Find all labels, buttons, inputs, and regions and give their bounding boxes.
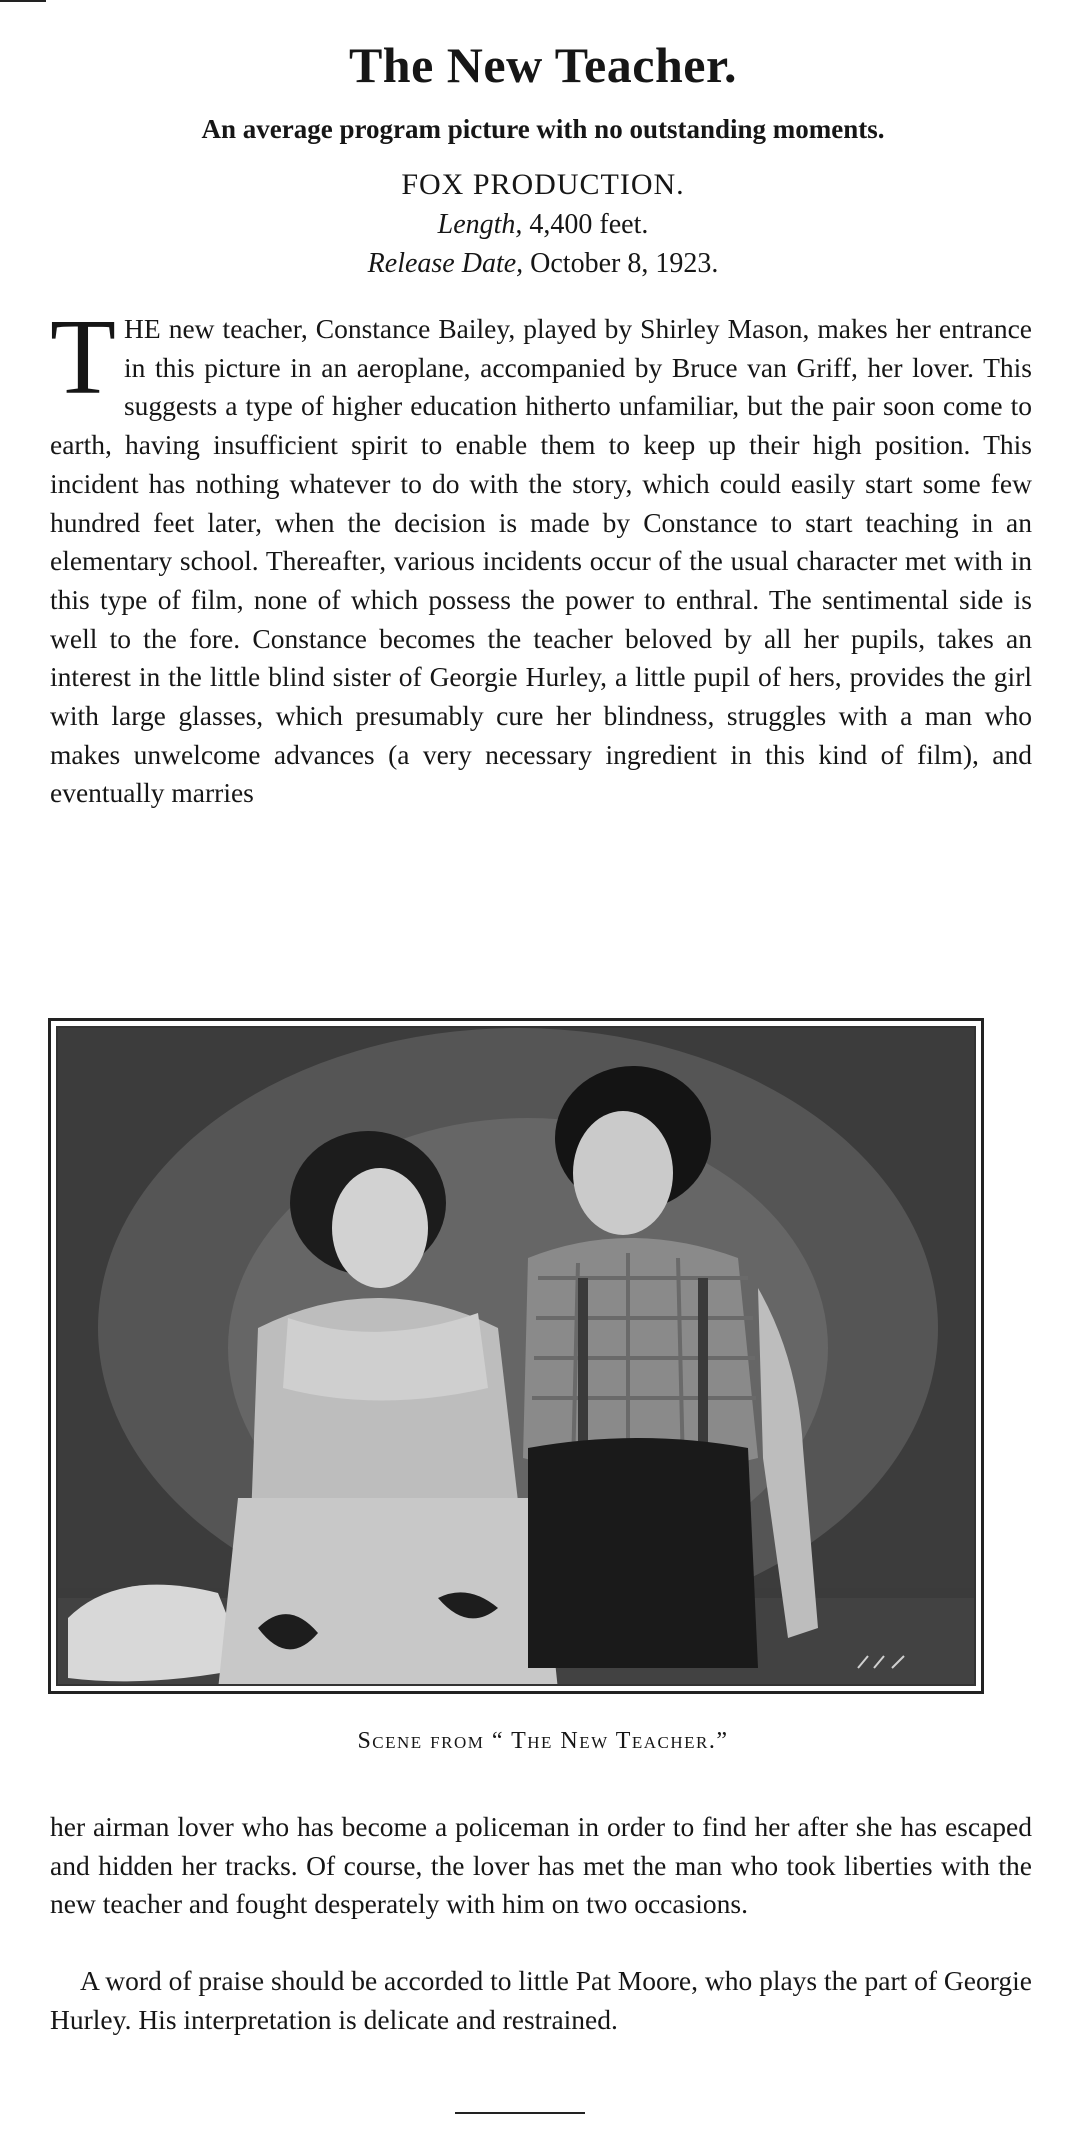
- production-company: FOX PRODUCTION.: [401, 168, 685, 201]
- end-rule: [455, 2112, 585, 2114]
- release-value: October 8, 1923.: [530, 248, 719, 279]
- paragraph-3: A word of praise should be accorded to little Pat Moore, who plays the part of Georgie Hurley. His interpretation is delicate and restrained.: [50, 1965, 1032, 2035]
- drop-cap: T: [50, 298, 116, 417]
- film-still-illustration: [58, 1028, 976, 1686]
- length-line: [0, 209, 1086, 241]
- length-label: Length,: [437, 209, 523, 240]
- release-label: Release Date,: [367, 248, 524, 279]
- corner-rule: [0, 0, 46, 2]
- film-still-photo: [48, 1018, 984, 1694]
- release-date-line: [0, 248, 1086, 280]
- paragraph-2: her airman lover who has become a policeman in order to find her after she has escaped and hidden her tracks. Of course, the lover has met the man who took liberties with the new teacher and fought desperately with him on two occasions.: [50, 1811, 1032, 1920]
- paragraph-1-text: HE new teacher, Constance Bailey, played by Shirley Mason, makes her entrance in this picture in an aeroplane, accompanied by Bruce van Griff, her lover. This suggests a type of higher education hitherto unfamiliar, but the pair soon come to earth, having insufficient spirit to enable them to keep up their high position. This incident has nothing whatever to do with the story, which could easily start some few hundred feet later, when the decision is made by Constance to start teaching in an elementary school. Thereafter, various incidents occur of the usual character met with in this type of film, none of which possess the power to enthral. The sentimental side is well to the fore. Constance becomes the teacher beloved by all her pupils, takes an interest in the little blind sister of Georgie Hurley, a little pupil of hers, provides the girl with large glasses, which presumably cure her blindness, struggles with a man who makes unwelcome advances (a very necessary ingredient in this kind of film), and eventually marries: [50, 313, 1032, 809]
- length-value: 4,400 feet.: [529, 209, 649, 240]
- article-subtitle: An average program picture with no outstanding moments.: [201, 114, 885, 144]
- film-still-image: [56, 1026, 976, 1686]
- photo-caption: Scene from “ The New Teacher.”: [357, 1728, 729, 1754]
- article-title: The New Teacher.: [348, 37, 738, 93]
- paragraph-1: [50, 298, 1032, 813]
